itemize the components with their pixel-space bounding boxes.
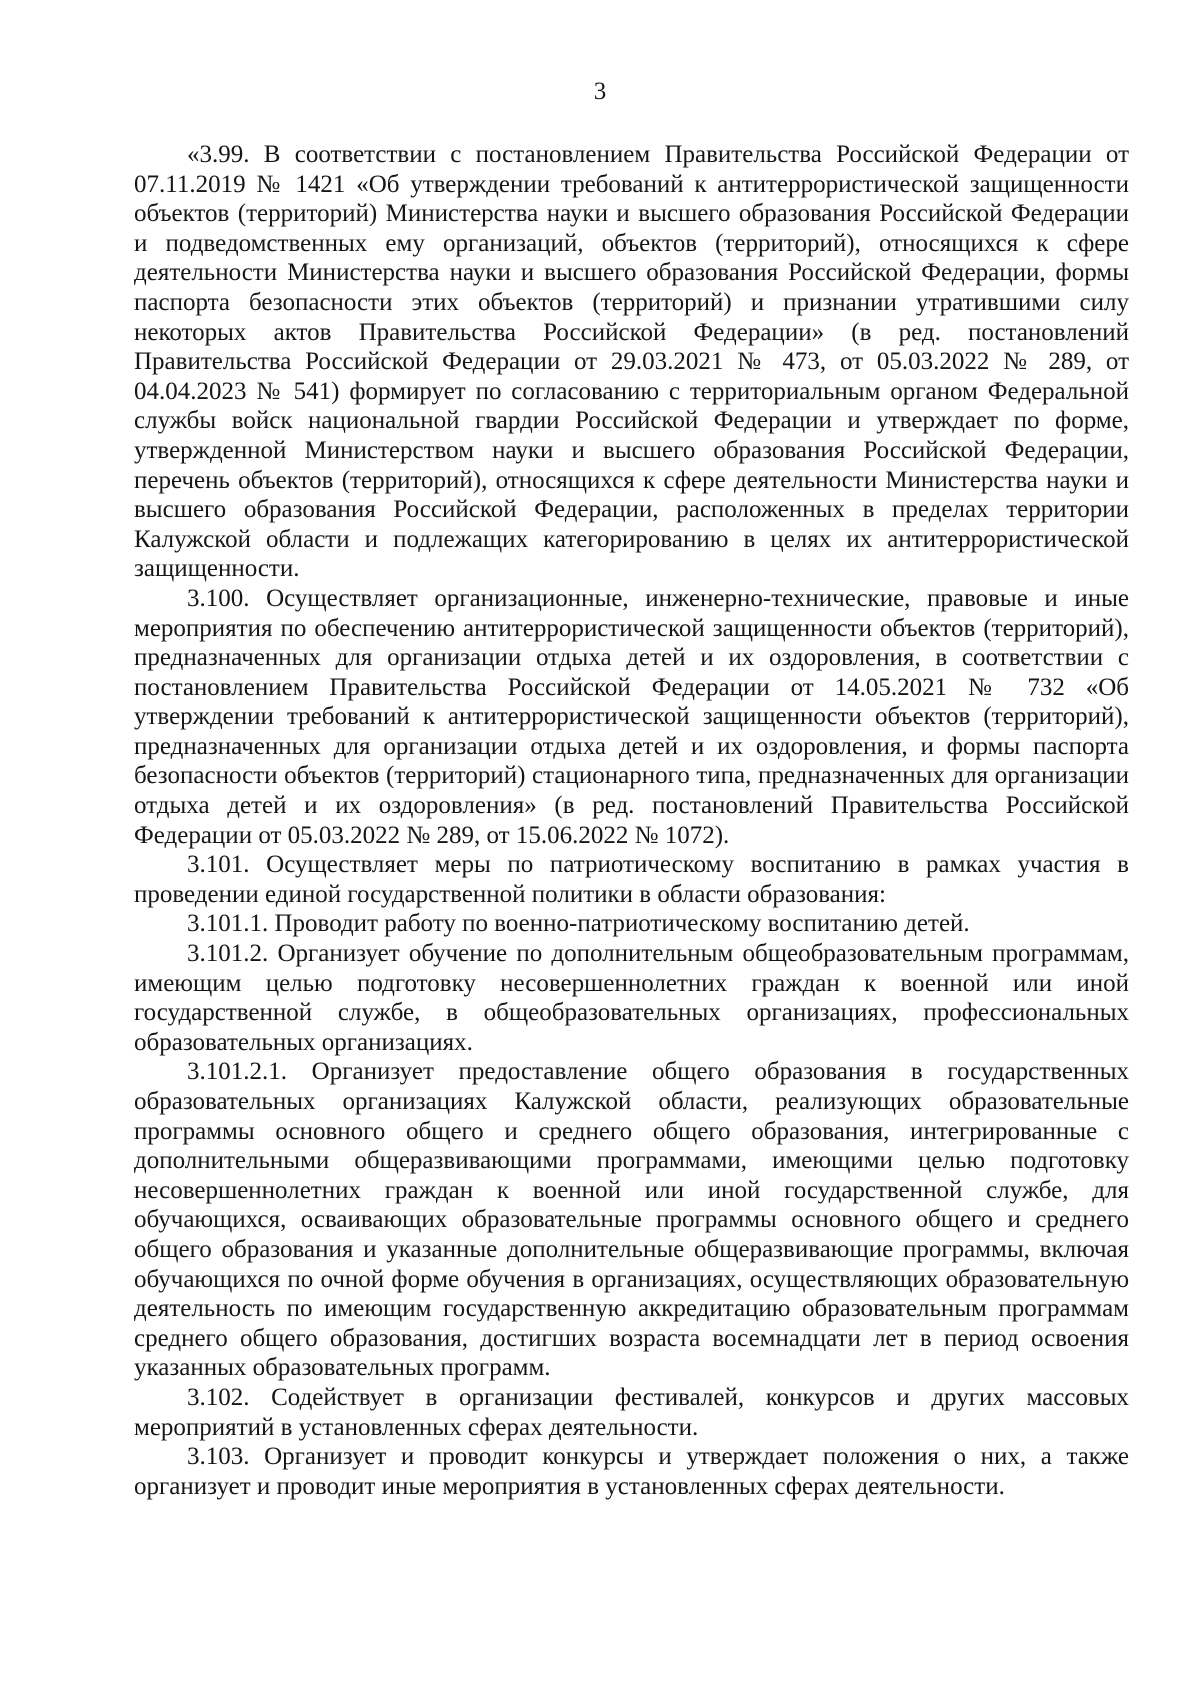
paragraph-3-101: 3.101. Осуществляет меры по патриотическому воспитанию в рамках участия в проведении единой государственной политики в области образования: [134, 851, 1129, 908]
paragraph-3-100: 3.100. Осуществляет организационные, инженерно-технические, правовые и иные мероприятия по обеспечению антитеррористической защищенности объектов (территорий), предназначенных для организации отдыха детей и их оздоровления, в соответствии с постановлением Правительства Российской Федерации от 14.05.2021 № 732 «Об утверждении требований к антитеррористической защищенности объектов (территорий), предназначенных для организации отдыха детей и их оздоровления, и формы паспорта безопасности объектов (территорий) стационарного типа, предназначенных для организации отдыха детей и их оздоровления» (в ред. постановлений Правительства Российской Федерации от 05.03.2022 № 289, от 15.06.2022 № 1072). [134, 584, 1129, 849]
paragraph-3-103: 3.103. Организует и проводит конкурсы и утверждает положения о них, а также организует и проводит иные мероприятия в установленных сферах деятельности. [134, 1443, 1129, 1500]
paragraph-3-101-1: 3.101.1. Проводит работу по военно-патриотическому воспитанию детей. [187, 910, 970, 938]
paragraph-3-102: 3.102. Содействует в организации фестивалей, конкурсов и других массовых мероприятий в установленных сферах деятельности. [134, 1383, 1129, 1441]
paragraph-3-99: «3.99. В соответствии с постановлением Правительства Российской Федерации от 07.11.2019 № 1421 «Об утверждении требований к антитеррористической защищенности объектов (территорий) Министерства науки и высшего образования Российской Федерации и подведомственных ему организаций, объектов (территорий), относящихся к сфере деятельности Министерства науки и высшего образования Российской Федерации, формы паспорта безопасности этих объектов (территорий) и признании утратившими силу некоторых актов Правительства Российской Федерации» (в ред. постановлений Правительства Российской Федерации от 29.03.2021 № 473, от 05.03.2022 № 289, от 04.04.2023 № 541) формирует по согласованию с территориальным органом Федеральной службы войск национальной гвардии Российской Федерации и утверждает по форме, утвержденной Министерством науки и высшего образования Российской Федерации, перечень объектов (территорий), относящихся к сфере деятельности Министерства науки и высшего образования Российской Федерации, расположенных в пределах территории Калужской области и подлежащих категорированию в целях их антитеррористической защищенности. [134, 141, 1129, 583]
paragraph-3-101-2-1: 3.101.2.1. Организует предоставление общего образования в государственных образовательных организациях Калужской области, реализующих образовательные программы основного общего и среднего общего образования, интегрированные с дополнительными общеразвивающими программами, имеющими целью подготовку несовершеннолетних граждан к военной или иной государственной службе, для обучающихся, осваивающих образовательные программы основного общего и среднего общего образования и указанные дополнительные общеразвивающие программы, включая обучающихся по очной форме обучения в организациях, осуществляющих образовательную деятельность по имеющим государственную аккредитацию образовательным программам среднего общего образования, достигших возраста восемнадцати лет в период освоения указанных образовательных программ. [134, 1058, 1129, 1382]
page-number: 3 [593, 78, 607, 105]
document-body [134, 140, 1129, 1501]
paragraph-3-101-2: 3.101.2. Организует обучение по дополнительным общеобразовательным программам, имеющим целью подготовку несовершеннолетних граждан к военной или иной государственной службе, в общеобразовательных организациях, профессиональных образовательных организациях. [134, 940, 1129, 1056]
